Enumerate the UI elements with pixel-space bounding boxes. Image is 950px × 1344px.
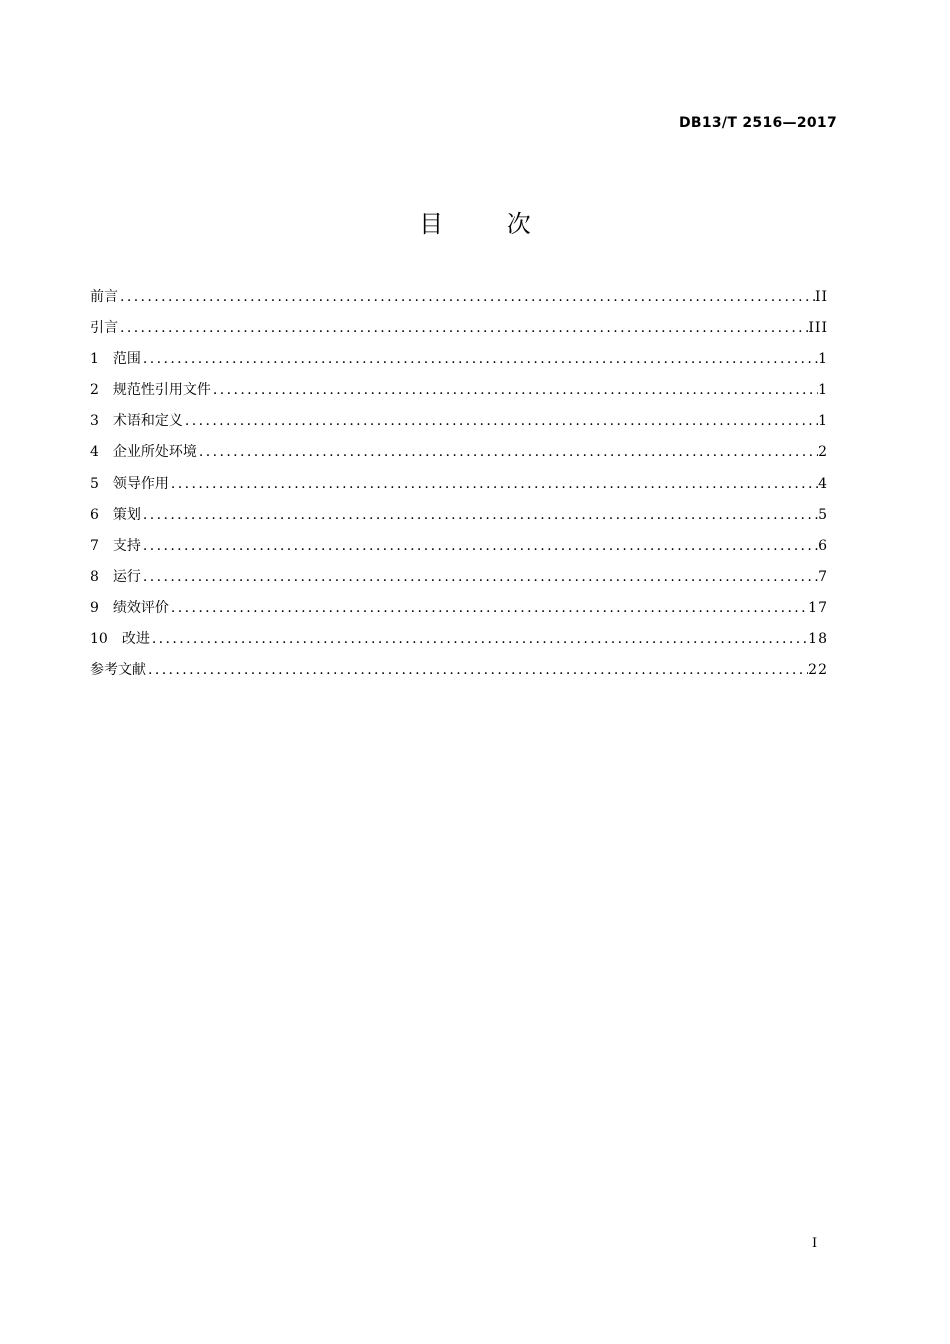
toc-dot-leader [150,628,808,650]
toc-entry-number: 7 [90,537,99,554]
toc-entry-page: 1 [818,351,828,368]
toc-entry-text: 策划 [112,506,141,523]
toc-entry-scope[interactable] [90,348,828,379]
toc-entry-page: 7 [818,568,828,585]
toc-entry-page: 6 [818,537,828,554]
toc-entry-text: 引言 [90,320,118,337]
table-of-contents [90,286,828,690]
toc-entry-number: 5 [90,475,99,492]
toc-entry-page: 22 [808,662,828,679]
toc-dot-leader [141,535,818,557]
toc-entry-page: 4 [818,475,828,492]
toc-entry-number: 3 [90,413,99,430]
toc-dot-leader [183,410,818,432]
toc-entry-page: 18 [808,631,828,648]
toc-dot-leader [118,286,815,308]
toc-entry-text: 企业所处环境 [112,444,197,461]
toc-entry-number: 1 [90,351,99,368]
toc-entry-number: 4 [90,444,99,461]
toc-entry-performance-evaluation[interactable] [90,597,828,628]
toc-dot-leader [118,317,808,339]
toc-entry-improvement[interactable] [90,628,828,659]
toc-entry-bibliography[interactable] [90,659,828,690]
toc-dot-leader [211,379,818,401]
toc-entry-number: 10 [90,631,108,648]
toc-dot-leader [141,566,818,588]
toc-dot-leader [141,348,818,370]
toc-entry-terms-definitions[interactable] [90,410,828,441]
toc-entry-text: 术语和定义 [112,413,183,430]
toc-entry-text: 支持 [112,537,141,554]
toc-entry-text: 参考文献 [90,662,146,679]
toc-entry-page: II [814,289,828,305]
toc-entry-planning[interactable] [90,504,828,535]
toc-entry-text: 领导作用 [112,475,169,492]
toc-entry-page: 2 [818,444,828,461]
toc-entry-context[interactable] [90,441,828,472]
toc-entry-text: 规范性引用文件 [112,382,211,399]
page-number: I [812,1236,818,1251]
toc-entry-number: 2 [90,382,99,399]
toc-entry-text: 范围 [112,351,141,368]
toc-entry-page: 5 [818,506,828,523]
toc-entry-text: 改进 [121,631,150,648]
toc-entry-page: 17 [808,599,828,616]
toc-entry-text: 运行 [112,568,141,585]
page-title: 目 次 [419,210,559,238]
toc-entry-number: 9 [90,599,99,616]
toc-dot-leader [169,597,808,619]
toc-entry-support[interactable] [90,535,828,566]
toc-entry-page: 1 [818,382,828,399]
toc-dot-leader [169,473,818,495]
toc-entry-operation[interactable] [90,566,828,597]
toc-entry-foreword[interactable] [90,286,828,317]
toc-entry-introduction[interactable] [90,317,828,348]
toc-entry-leadership[interactable] [90,473,828,504]
toc-entry-normative-references[interactable] [90,379,828,410]
toc-dot-leader [146,659,808,681]
toc-entry-page: III [808,320,828,337]
toc-entry-page: 1 [818,413,828,430]
toc-entry-text: 前言 [90,289,118,305]
toc-dot-leader [141,504,818,526]
toc-entry-number: 6 [90,506,99,523]
document-code: DB13/T 2516—2017 [678,115,837,131]
toc-entry-number: 8 [90,568,99,585]
toc-entry-text: 绩效评价 [112,599,169,616]
toc-dot-leader [197,441,818,463]
